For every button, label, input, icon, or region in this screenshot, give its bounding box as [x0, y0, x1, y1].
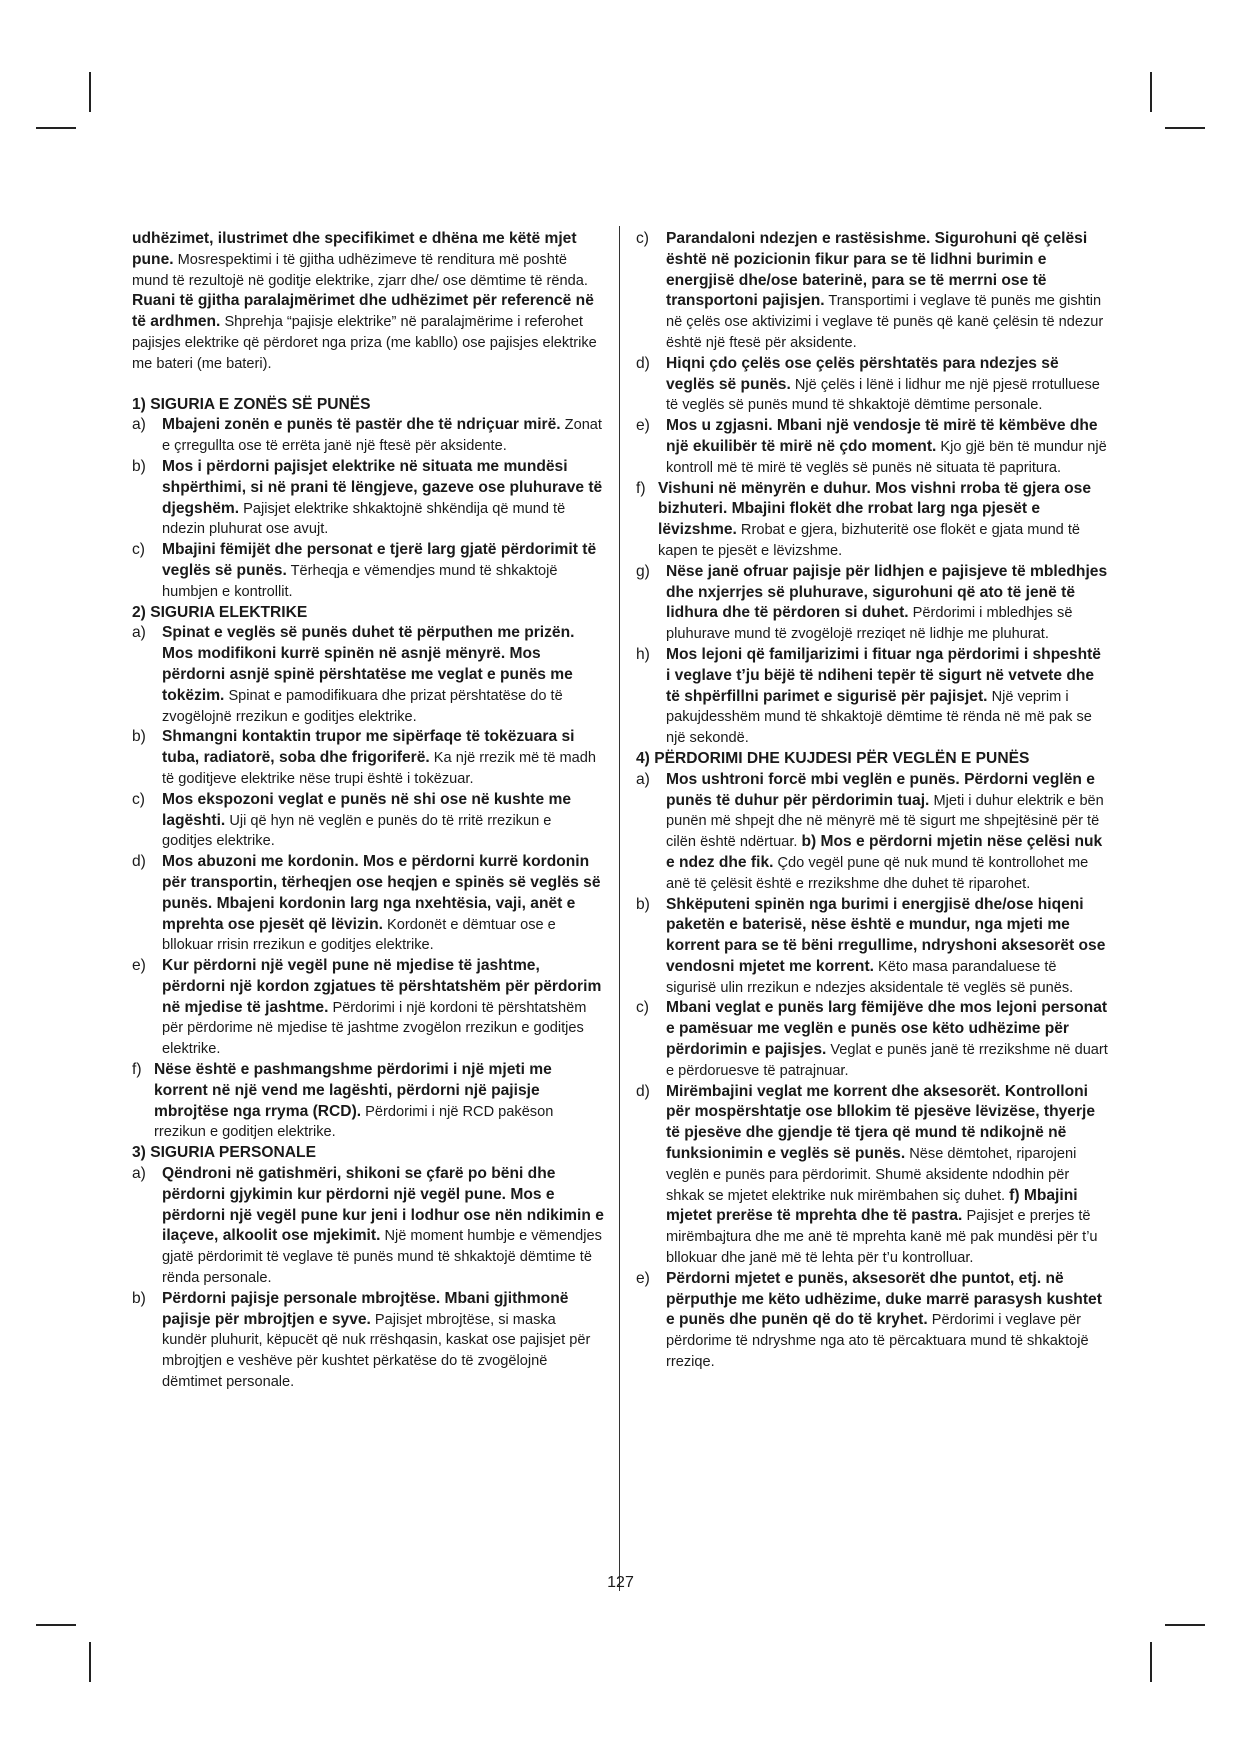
item-bold: Nëse është e pashmangshme përdorimi i një mjeti me korrent në një vend me lagështi, përdorni një pajisje mbrojtëse nga rryma (RCD).: [154, 1061, 552, 1120]
item-marker: c): [132, 790, 145, 808]
list-item: [636, 229, 1109, 354]
item-marker: a): [636, 770, 650, 788]
intro-bold-1: udhëzimet, ilustrimet dhe specifikimet e dhëna me këtë mjet pune.: [132, 230, 577, 268]
item-text: Zonat e çrregullta ose të errëta janë një ftesë për aksidente.: [162, 417, 602, 455]
item-bold: Shkëputeni spinën nga burimi i energjisë dhe/ose hiqeni paketën e baterisë, nëse është e mundur, nga mjeti me korrent para se të bëni rregullime, ndryshoni aksesorët ose vendosni mjetet me korrent.: [666, 895, 1106, 975]
item-bold: Kur përdorni një vegël pune në mjedise të jashtme, përdorni një kordon zgjatues të përshtatshëm për përdorim në mjedise të jashtme.: [162, 957, 602, 1016]
item-bold: Mos i përdorni pajisjet elektrike në situata me mundësi shpërthimi, si në prani të lëngjeve, gazeve ose pluhurave të djegshëm.: [162, 457, 603, 517]
item-text: Këto masa parandaluese të sigurisë ulin rrezikun e ndezjes aksidentale të veglës së punës.: [666, 958, 1074, 996]
list-item: [636, 416, 1109, 478]
item-bold: Përdorni pajisje personale mbrojtëse. Mbani gjithmonë pajisje për mbrojtjen e syve.: [162, 1289, 569, 1328]
item-bold: Mos u zgjasni. Mbani një vendosje të mirë të këmbëve dhe një ekuilibër të mirë në çdo moment.: [666, 417, 1098, 455]
item-text: Pajisjet elektrike shkaktojnë shkëndija që mund të ndezin pluhurat ose avujt.: [162, 500, 566, 538]
item-bold: Spinat e veglës së punës duhet të përputhen me prizën. Mos modifikoni kurrë spinën në asnjë mënyrë. Mos përdorni asnjë spinë përshtatëse me veglat e punës me tokëzim.: [162, 624, 575, 704]
list-item: [132, 540, 604, 602]
list-item: [132, 1060, 604, 1143]
item-text: Një veprim i pakujdesshëm mund të shkaktojë dëmtime të rënda në më pak se një sekondë.: [666, 688, 1092, 747]
item-text: Çdo vegël pune që nuk mund të kontrollohet me anë të çelësit është e rrezikshme dhe duhet të riparohet.: [666, 854, 1089, 892]
item-text: Kordonët e dëmtuar ose e bllokuar rrisin rrezikun e goditjes elektrike.: [162, 916, 556, 954]
item-bold: Mbani veglat e punës larg fëmijëve dhe mos lejoni personat e pamësuar me veglën e punës ose këto udhëzime për përdorimin e pajisjes.: [666, 999, 1108, 1059]
list-item: [132, 415, 604, 457]
item-text: Pajisjet e prerjes të mirëmbajtura dhe me anë të mprehta kanë më pak mundësi për t’u bllokuar dhe janë më të lehta për t’u kontrolluar.: [666, 1208, 1098, 1267]
item-text: Veglat e punës janë të rrezikshme në duart e përdoruesve të patrajnuar.: [666, 1042, 1108, 1079]
item-text: Përdorimi i veglave për përdorime të ndryshme nga ato të përcaktuara mund të shkaktojë rreziqe.: [666, 1312, 1089, 1371]
list-item: [636, 645, 1109, 749]
list-item: [636, 895, 1109, 999]
item-bold: Hiqni çdo çelës ose çelës përshtatës para ndezjes së veglës së punës.: [666, 354, 1059, 393]
list-item: [636, 479, 1109, 562]
item-marker: e): [132, 957, 146, 975]
item-text: Përdorimi i një kordoni të përshtatshëm për përdorime në mjedise të jashtme zvogëlon rrezikun e goditjes elektrike.: [162, 999, 587, 1058]
intro-text-2: Shprehja “pajisje elektrike” në paralajmërime i referohet pajisjes elektrike që përdoret nga priza (me kabllo) ose pajisjes elektrike me bateri (me bateri).: [132, 314, 597, 372]
item-marker: b): [132, 457, 146, 475]
item-text: Nëse dëmtohet, riparojeni veglën e punës para përdorimit. Shumë aksidente ndodhin për shkak se mjetet elektrike nuk mirëmbahen siç duhet.: [666, 1146, 1077, 1204]
item-marker: d): [636, 1082, 650, 1100]
item-bold: Vishuni në mënyrën e duhur. Mos vishni rroba të gjera ose bizhuteri. Mbajini flokët dhe rrobat larg nga pjesët e lëvizshme.: [658, 479, 1091, 539]
item-marker: g): [636, 562, 650, 580]
item-marker: c): [636, 999, 649, 1017]
item-text: Përdorimi i një RCD pakëson rrezikun e goditjen elektrike.: [154, 1103, 554, 1141]
crop-mark-top-left-horizontal: [36, 127, 76, 129]
item-text: Një moment humbje e vëmendjes gjatë përdorimit të veglave të punës mund të shkaktojë dëmtime të rënda personale.: [162, 1228, 602, 1287]
item-marker: d): [636, 354, 650, 372]
item-text: Ka një rrezik më të madh të goditjeve elektrike nëse trupi është i tokëzuar.: [162, 750, 597, 787]
item-bold: Qëndroni në gatishmëri, shikoni se çfarë po bëni dhe përdorni gjykimin kur përdorni një vegël pune. Mos e përdorni një vegël pune kur jeni i lodhur ose nën ndikimin e ilaçeve, alkoolit ose mjekimit.: [162, 1165, 604, 1245]
item-bold: Mos lejoni që familjarizimi i fituar nga përdorimi i shpeshtë i veglave t’ju bëjë të ndiheni tepër të sigurt në vetvete dhe të shpërfillni parimet e sigurisë për pajisjet.: [666, 645, 1101, 705]
item-bold: f) Mbajini mjetet prerëse të mprehta dhe të pastra.: [666, 1186, 1078, 1225]
item-marker: b): [132, 728, 146, 746]
column-divider: [619, 226, 620, 1591]
item-marker: e): [636, 417, 650, 435]
intro-paragraph: [132, 229, 604, 375]
right-column: [636, 229, 1109, 1373]
section-heading-tool-use-care: 4) PËRDORIMI DHE KUJDESI PËR VEGLËN E PUNËS: [636, 749, 1030, 767]
item-marker: c): [636, 230, 649, 247]
item-marker: b): [132, 1289, 146, 1307]
crop-mark-bottom-right-vertical: [1150, 1642, 1152, 1682]
list-item: [132, 1164, 604, 1289]
item-text: Pajisjet mbrojtëse, si maska kundër pluhurit, këpucët që nuk rrëshqasin, kaskat ose pajisjet për mbrojtjen e veshëve për kushtet përkatëse do të zvogëlojnë dëmtimet personale.: [162, 1311, 591, 1391]
crop-mark-top-right-horizontal: [1165, 127, 1205, 129]
list-item: [132, 727, 604, 789]
item-text: Uji që hyn në veglën e punës do të rritë rrezikun e goditjes elektrike.: [162, 812, 552, 850]
list-item: [636, 1082, 1109, 1269]
item-bold: Mbajini fëmijët dhe personat e tjerë larg gjatë përdorimit të veglës së punës.: [162, 541, 597, 579]
item-bold: Mos abuzoni me kordonin. Mos e përdorni kurrë kordonin për transportin, tërheqjen ose heqjen e spinës së veglës së punës. Mbajeni kordonin larg nga nxehtësia, vaji, anët e mprehta ose pjesët që lëvizin.: [162, 853, 601, 933]
item-bold: b) Mos e përdorni mjetin nëse çelësi nuk e ndez dhe fik.: [666, 833, 1103, 871]
list-item: [636, 998, 1109, 1081]
item-bold: Mos ushtroni forcë mbi veglën e punës. Përdorni veglën e punës të duhur për përdorimin tuaj.: [666, 770, 1095, 809]
section-heading-electrical: 2) SIGURIA ELEKTRIKE: [132, 603, 308, 621]
item-bold: Shmangni kontaktin trupor me sipërfaqe të tokëzuara si tuba, radiatorë, soba dhe frigoriferë.: [162, 728, 575, 767]
item-text: Kjo gjë bën të mundur një kontroll më të mirë të veglës së punës në situata të papritura.: [666, 438, 1107, 476]
item-bold: Mos ekspozoni veglat e punës në shi ose në kushte me lagështi.: [162, 790, 572, 829]
item-text: Mjeti i duhur elektrik e bën punën më shpejt dhe në mënyrë më të sigurt me shpejtësinë për të cilën është ndërtuar.: [666, 792, 1104, 851]
item-marker: c): [132, 541, 145, 559]
crop-mark-top-left-vertical: [89, 72, 91, 112]
item-marker: e): [636, 1269, 650, 1287]
crop-mark-bottom-left-vertical: [89, 1642, 91, 1682]
item-bold: Mbajeni zonën e punës të pastër dhe të ndriçuar mirë.: [162, 416, 561, 434]
item-marker: a): [132, 1165, 146, 1183]
list-item: [132, 790, 604, 852]
item-bold: Përdorni mjetet e punës, aksesorët dhe puntot, etj. në përputhje me këto udhëzime, duke marrë parasysh kushtet e punës dhe punën që do të kryhet.: [666, 1269, 1102, 1329]
item-text: Përdorimi i mbledhjes së pluhurave mund të zvogëlojë rreziqet në lidhje me pluhurat.: [666, 605, 1073, 643]
list-item: [636, 1269, 1109, 1373]
list-item: [132, 956, 604, 1060]
list-item: [132, 852, 604, 956]
item-marker: f): [636, 479, 646, 497]
crop-mark-top-right-vertical: [1150, 72, 1152, 112]
item-marker: b): [636, 895, 650, 913]
intro-text-1: Mosrespektimi i të gjitha udhëzimeve të renditura më poshtë mund të rezultojë në goditje elektrike, zjarr dhe/ ose dëmtime të rënda.: [132, 251, 588, 289]
section-heading-work-area: 1) SIGURIA E ZONËS SË PUNËS: [132, 395, 371, 413]
page-number: 127: [607, 1574, 634, 1591]
list-item: [636, 354, 1109, 416]
item-marker: d): [132, 853, 146, 871]
list-item: [132, 1289, 604, 1393]
left-column: [132, 229, 604, 1393]
item-text: Transportimi i veglave të punës me gishtin në çelës ose aktivizimi i veglave të punës që kanë çelësin të ndezur është një ftesë për aksidente.: [666, 293, 1104, 351]
list-item: [132, 623, 604, 727]
list-item: [636, 770, 1109, 895]
item-bold: Nëse janë ofruar pajisje për lidhjen e pajisjeve të mbledhjes dhe nxjerrjes së pluhurave, sigurohuni që ato të jenë të lidhura dhe të përdoren si duhet.: [666, 562, 1108, 622]
section-heading-personal: 3) SIGURIA PERSONALE: [132, 1144, 316, 1162]
item-bold: Parandaloni ndezjen e rastësishme. Sigurohuni që çelësi është në pozicionin fikur para se të lidhni burimin e energjisë dhe/ose baterinë, para se të merrni ose të transportoni pajisjen.: [666, 230, 1088, 310]
list-item: [636, 562, 1109, 645]
item-marker: a): [132, 416, 146, 434]
crop-mark-bottom-right-horizontal: [1165, 1624, 1205, 1626]
item-text: Një çelës i lënë i lidhur me një pjesë rrotulluese të veglës së punës mund të shkaktojë dëmtime personale.: [666, 376, 1100, 414]
item-marker: f): [132, 1061, 142, 1079]
intro-bold-2: Ruani të gjitha paralajmërimet dhe udhëzimet për referencë në të ardhmen.: [132, 292, 594, 331]
item-marker: h): [636, 645, 650, 663]
item-text: Tërheqja e vëmendjes mund të shkaktojë humbjen e kontrollit.: [162, 562, 558, 600]
list-item: [132, 457, 604, 540]
item-marker: a): [132, 624, 146, 642]
crop-mark-bottom-left-horizontal: [36, 1624, 76, 1626]
item-bold: Mirëmbajini veglat me korrent dhe aksesorët. Kontrolloni për mospërshtatje ose bllokim të pjesëve lëvizëse, thyerje të pjesëve dhe gjendje të tjera që mund të ndikojnë në funksionimin e veglës së punës.: [666, 1082, 1096, 1163]
item-text: Spinat e pamodifikuara dhe prizat përshtatëse do të zvogëlojnë rrezikun e goditjes elektrike.: [162, 687, 563, 725]
item-text: Rrobat e gjera, bizhuteritë ose flokët e gjata mund të kapen te pjesët e lëvizshme.: [658, 522, 1081, 559]
